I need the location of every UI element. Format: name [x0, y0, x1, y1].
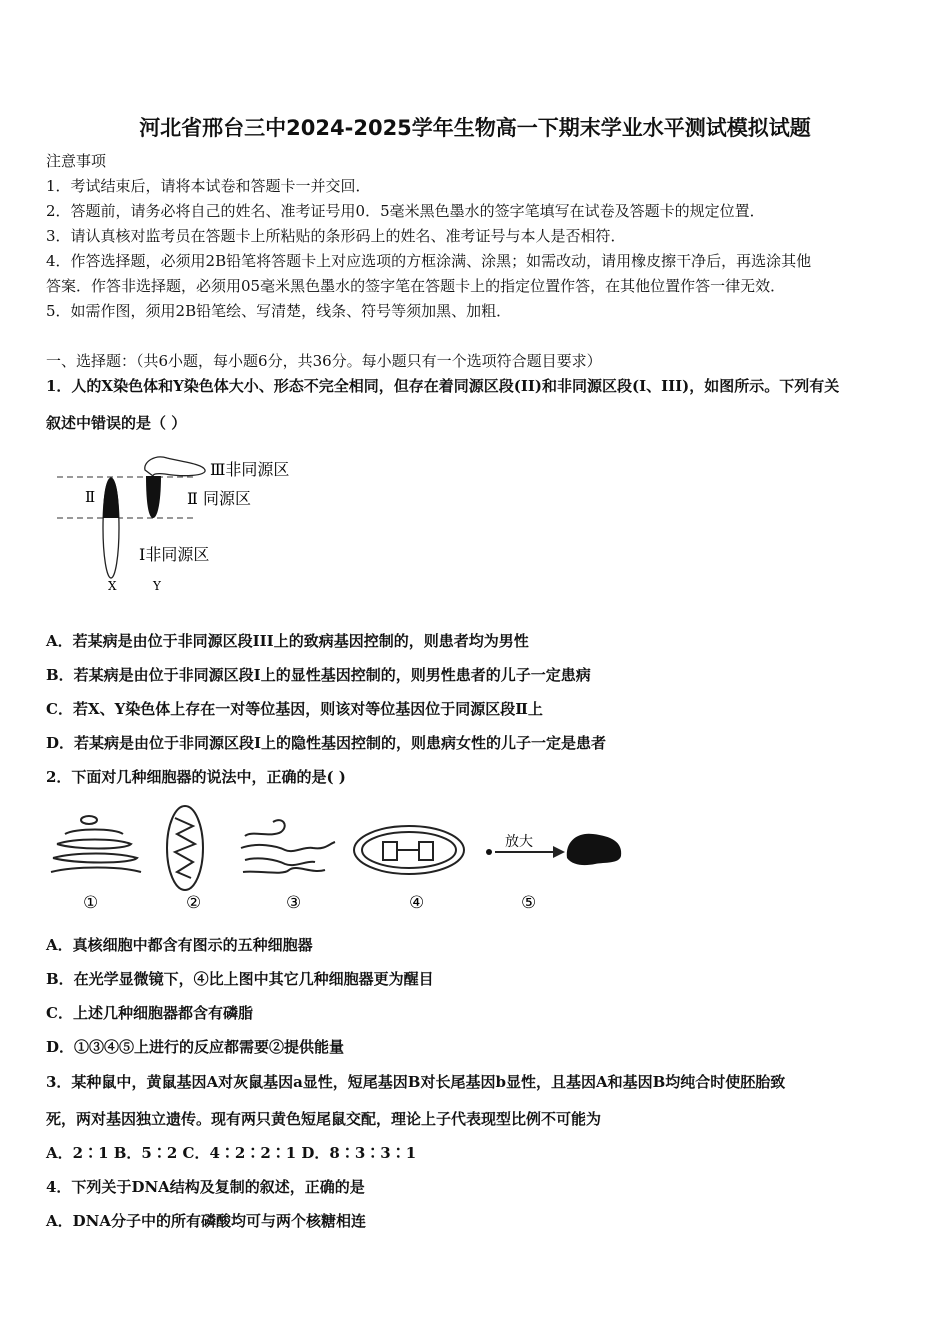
- notice-item-5: 5．如需作图，须用2B铅笔绘、写清楚，线条、符号等须加黑、加粗．: [46, 302, 512, 320]
- q2-option-d: D．①③④⑤上进行的反应都需要②提供能量: [46, 1038, 345, 1056]
- label-i: Ⅰ非同源区: [139, 545, 210, 564]
- q1-stem-line2: 叙述中错误的是（ ）: [46, 414, 187, 432]
- q2-option-b: B．在光学显微镜下，④比上图中其它几种细胞器更为醒目: [46, 970, 434, 988]
- q1-option-d: D．若某病是由位于非同源区段I上的隐性基因控制的，则患病女性的儿子一定是患者: [46, 734, 607, 752]
- zoom-label: 放大: [505, 834, 533, 850]
- fig-label-3: ③: [286, 893, 302, 913]
- chloroplast: [354, 826, 464, 874]
- ribosome: [486, 833, 621, 865]
- fig-label-4: ④: [409, 893, 425, 913]
- organelle-figure: [45, 800, 635, 920]
- page-title: 河北省邢台三中2024-2025学年生物高一下期末学业水平测试模拟试题: [139, 116, 811, 140]
- y-chromosome: [145, 457, 205, 518]
- q4-option-a: A．DNA分子中的所有磷酸均可与两个核糖相连: [46, 1212, 366, 1230]
- section-heading: 一、选择题：（共6小题，每小题6分，共36分。每小题只有一个选项符合题目要求）: [46, 352, 602, 370]
- q1-stem-line1: 1．人的X染色体和Y染色体大小、形态不完全相同，但存在着同源区段(II)和非同源区段(I、III)，如图所示。下列有关: [46, 377, 840, 395]
- label-ii-right: Ⅱ 同源区: [187, 489, 251, 508]
- q3-stem-line1: 3．某种鼠中，黄鼠基因A对灰鼠基因a显性，短尾基因B对长尾基因b显性，且基因A和基因B均纯合时使胚胎致: [46, 1073, 786, 1091]
- label-x: X: [108, 579, 117, 593]
- chromosome-figure: [55, 450, 315, 600]
- q1-option-c: C．若X、Y染色体上存在一对等位基因，则该对等位基因位于同源区段Ⅱ上: [46, 700, 543, 718]
- q3-stem-line2: 死，两对基因独立遗传。现有两只黄色短尾鼠交配，理论上子代表现型比例不可能为: [46, 1110, 602, 1128]
- endoplasmic-reticulum: [241, 820, 335, 873]
- notice-heading: 注意事项: [46, 152, 107, 170]
- fig-label-2: ②: [186, 893, 202, 913]
- q3-options: A．2∶1 B．5∶2 C．4∶2∶2∶1 D．8∶3∶3∶1: [46, 1144, 417, 1162]
- notice-item-4: 4．作答选择题，必须用2B铅笔将答题卡上对应选项的方框涂满、涂黑；如需改动，请用橡皮擦干净后，再选涂其他: [46, 252, 812, 270]
- x-chromosome: [103, 478, 119, 578]
- mitochondrion: [167, 806, 203, 890]
- label-iii: Ⅲ非同源区: [210, 460, 290, 479]
- label-ii-left: Ⅱ: [85, 488, 96, 506]
- q2-option-a: A．真核细胞中都含有图示的五种细胞器: [46, 936, 313, 954]
- q4-stem: 4．下列关于DNA结构及复制的叙述，正确的是: [46, 1178, 365, 1196]
- fig-label-1: ①: [83, 893, 99, 913]
- label-y: Y: [153, 579, 161, 593]
- notice-item-2: 2．答题前，请务必将自己的姓名、准考证号用0．5毫米黑色墨水的签字笔填写在试卷及答题卡的规定位置．: [46, 202, 765, 220]
- q2-stem: 2．下面对几种细胞器的说法中，正确的是( ): [46, 768, 346, 786]
- notice-item-1: 1．考试结束后，请将本试卷和答题卡一并交回．: [46, 177, 371, 195]
- q1-option-b: B．若某病是由位于非同源区段Ⅰ上的显性基因控制的，则男性患者的儿子一定患病: [46, 666, 591, 684]
- golgi-apparatus: [51, 816, 141, 872]
- q2-option-c: C．上述几种细胞器都含有磷脂: [46, 1004, 253, 1022]
- q1-option-a: A．若某病是由位于非同源区段III上的致病基因控制的，则患者均为男性: [46, 632, 529, 650]
- fig-label-5: ⑤: [521, 893, 537, 913]
- notice-item-3: 3．请认真核对监考员在答题卡上所粘贴的条形码上的姓名、准考证号与本人是否相符．: [46, 227, 626, 245]
- notice-item-4-cont: 答案．作答非选择题，必须用05毫米黑色墨水的签字笔在答题卡上的指定位置作答，在其他位置作答一律无效．: [46, 277, 786, 295]
